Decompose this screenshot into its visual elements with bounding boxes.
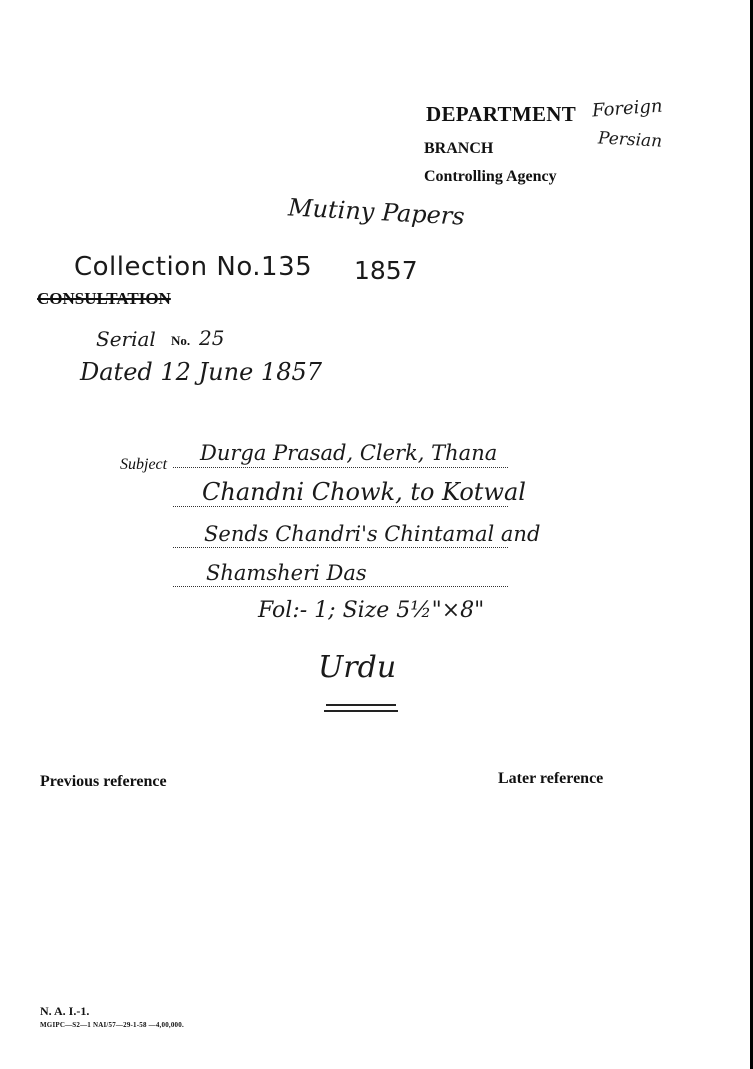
branch-value: Persian [597,128,663,152]
consultation-label: CONSULTATION [37,289,171,308]
subject-label: Subject [120,456,168,473]
controlling-agency-label: Controlling Agency [424,168,557,185]
subject-line-3: Sends Chandri's Chintamal and [204,522,541,546]
series-title: Mutiny Papers [287,193,466,231]
subject-dotted-line-1 [173,466,508,468]
previous-reference-label: Previous reference [40,773,167,790]
later-reference-label: Later reference [498,770,604,787]
dated-text: Dated 12 June 1857 [80,358,323,386]
folio-size: Fol:- 1; Size 5½"×8" [258,598,485,623]
form-code: N. A. I.-1. [40,1004,90,1018]
serial-handwritten: Serial [96,327,156,351]
subject-dotted-line-4 [173,585,508,587]
subject-line-2: Chandni Chowk, to Kotwal [202,478,526,506]
language: Urdu [318,650,397,685]
subject-dotted-line-3 [173,546,508,548]
collection-year: 1857 [354,256,418,285]
collection-number: Collection No.135 [74,252,313,282]
subject-line-1: Durga Prasad, Clerk, Thana [200,441,498,465]
printer-line: MGIPC—S2—1 NAI/57—29-1-58 —4,00,000. [40,1021,184,1029]
subject-line-4: Shamsheri Das [206,561,367,585]
department-value: Foreign [591,95,664,122]
language-double-underline [324,710,398,712]
language-underline [326,704,396,706]
serial-no-label: No. [171,333,191,348]
branch-label: BRANCH [424,140,494,157]
department-label: DEPARTMENT [426,102,577,126]
serial-number: 25 [199,326,225,350]
